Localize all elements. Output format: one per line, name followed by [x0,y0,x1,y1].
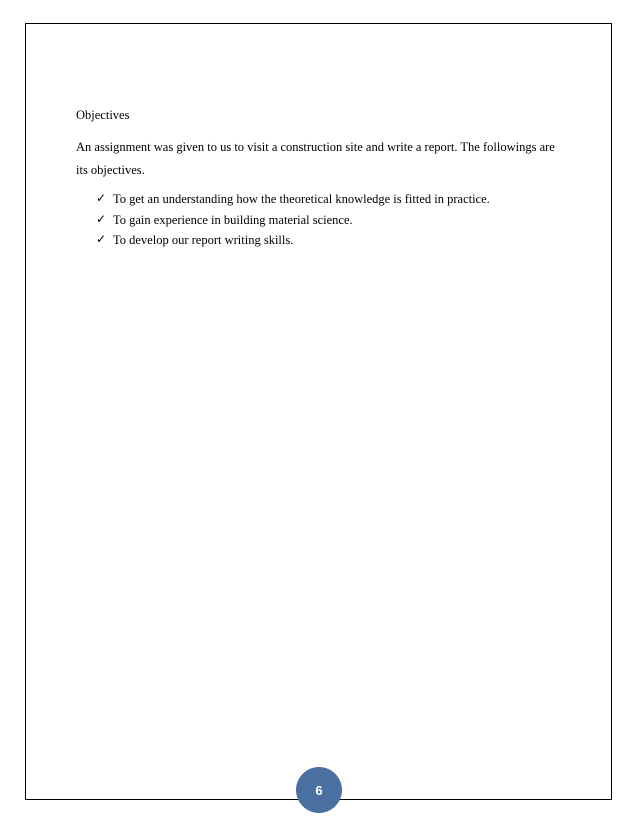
list-item [96,233,566,247]
objective-text: To gain experience in building material science. [113,212,353,227]
objective-text: To develop our report writing skills. [113,233,294,248]
checkmark-icon: ✓ [96,232,107,247]
list-item [96,192,566,206]
section-heading: Objectives [76,108,130,122]
checkmark-icon: ✓ [96,211,107,226]
page-number: 6 [315,782,323,798]
list-item [96,213,566,227]
intro-paragraph: An assignment was given to us to visit a construction site and write a report. The followings are its objectives. [76,140,555,178]
objective-text: To get an understanding how the theoretical knowledge is fitted in practice. [113,192,490,207]
document-body [76,108,566,254]
page-number-badge [296,767,342,813]
checkmark-icon: ✓ [96,191,107,206]
objectives-list [76,192,566,247]
